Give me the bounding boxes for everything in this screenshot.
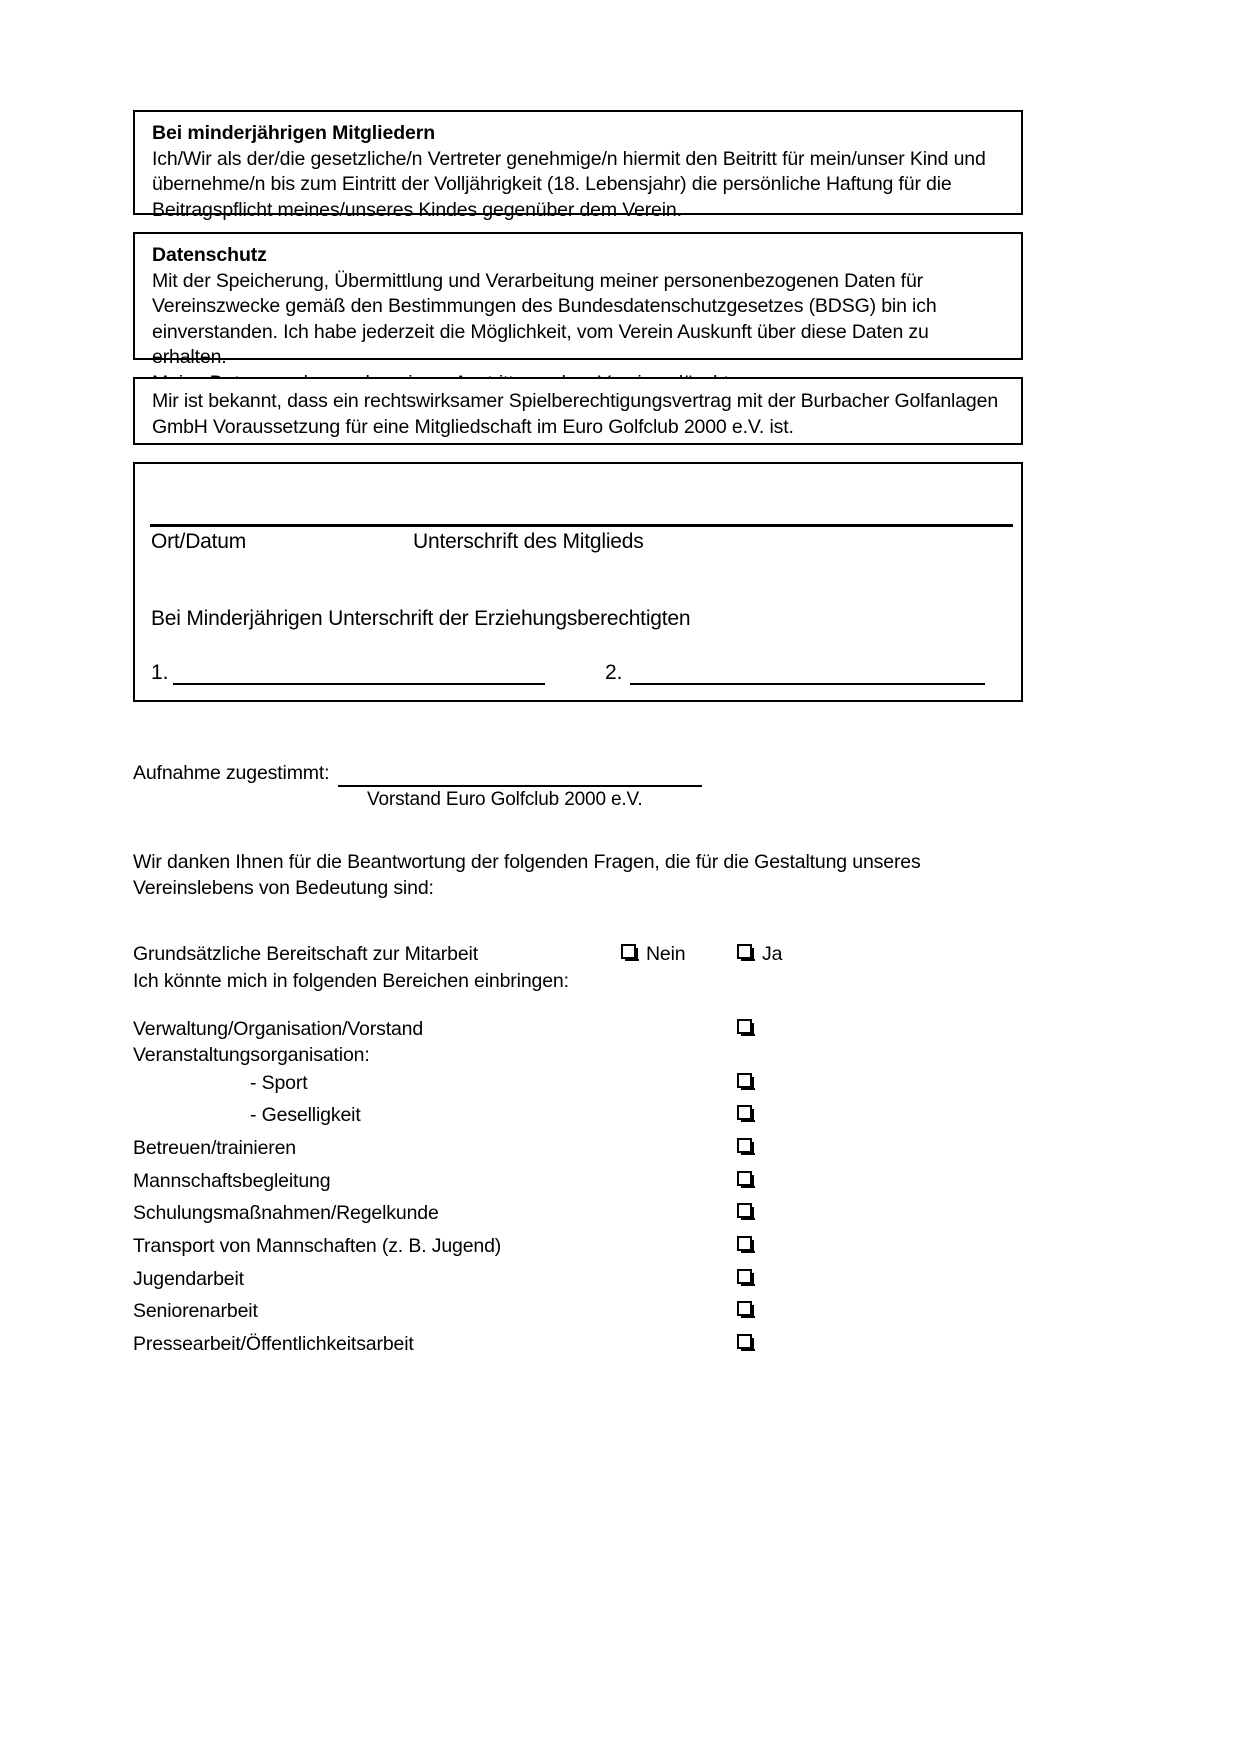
clause-box-minors [133,110,1023,221]
clause-line: Beitragspflicht meines/unseres Kindes gegenüber dem Verein. [152,198,682,221]
guardian-signature-line-2[interactable] [630,683,985,685]
clause-text-playing-rights [152,389,1007,440]
checkbox-label-yes: Ja [762,943,783,965]
guardian-line-2-number: 2. [605,661,623,684]
signature-rule-top [150,524,1013,527]
area-label-sport: - Sport [250,1072,308,1094]
clause-line: Mir ist bekannt, dass ein rechtswirksamer Spielberechtigungsvertrag mit der Burbacher Golfanlagen [152,390,999,412]
clause-line: übernehme/n bis zum Eintritt der Volljährigkeit (18. Lebensjahr) die persönliche Haftung für die [152,173,952,196]
clause-line: Mit der Speicherung, Übermittlung und Verarbeitung meiner personenbezogenen Daten für [152,269,923,292]
clause-heading-privacy: Datenschutz [152,244,267,266]
area-label-geselligkeit: - Geselligkeit [250,1104,361,1126]
approval-signature-line[interactable] [338,785,702,787]
guardian-signature-heading: Bei Minderjährigen Unterschrift der Erziehungsberechtigten [151,607,691,630]
clause-heading-minors: Bei minderjährigen Mitgliedern [152,122,436,144]
checkbox-willingness-no[interactable] [621,944,636,959]
area-label-verwaltung: Verwaltung/Organisation/Vorstand [133,1018,424,1040]
area-label-mannschaftsbegleitung: Mannschaftsbegleitung [133,1170,331,1192]
place-date-label: Ort/Datum [151,530,247,553]
clause-box-playing-rights [133,377,1023,445]
area-label-betreuen: Betreuen/trainieren [133,1137,297,1159]
checkbox-area-mannschaftsbegleitung[interactable] [737,1171,752,1186]
checkbox-area-verwaltung[interactable] [737,1019,752,1034]
clause-line: Vereinszwecke gemäß den Bestimmungen des Bundesdatenschutzgesetzes (BDSG) bin ich [152,295,937,318]
checkbox-area-transport[interactable] [737,1236,752,1251]
area-label-jugendarbeit: Jugendarbeit [133,1268,244,1290]
checkbox-area-seniorenarbeit[interactable] [737,1301,752,1316]
area-label-seniorenarbeit: Seniorenarbeit [133,1300,258,1322]
checkbox-area-geselligkeit[interactable] [737,1105,752,1120]
approval-sub-label: Vorstand Euro Golfclub 2000 e.V. [367,789,643,810]
checkbox-area-jugendarbeit[interactable] [737,1269,752,1284]
clause-line: einverstanden. Ich habe jederzeit die Möglichkeit, vom Verein Auskunft über diese Daten zu erhalten. [152,320,929,369]
clause-line: Ich/Wir als der/die gesetzliche/n Vertreter genehmige/n hiermit den Beitritt für mein/unser Kind und [152,147,986,170]
area-label-pressearbeit: Pressearbeit/Öffentlichkeitsarbeit [133,1333,414,1355]
thanks-line: Wir danken Ihnen für die Beantwortung der folgenden Fragen, die für die Gestaltung unseres [133,851,921,873]
clause-box-privacy [133,232,1023,369]
checkbox-area-pressearbeit[interactable] [737,1334,752,1349]
signature-box [133,462,1023,702]
thanks-line: Vereinslebens von Bedeutung sind: [133,877,434,899]
checkbox-label-no: Nein [646,943,686,965]
area-label-schulungsmassnahmen: Schulungsmaßnahmen/Regelkunde [133,1202,439,1224]
thanks-paragraph [133,849,923,901]
areas-intro: Ich könnte mich in folgenden Bereichen einbringen: [133,970,569,992]
checkbox-area-schulungsmassnahmen[interactable] [737,1203,752,1218]
guardian-line-1-number: 1. [151,661,169,684]
checkbox-willingness-yes[interactable] [737,944,752,959]
clause-line: GmbH Voraussetzung für eine Mitgliedschaft im Euro Golfclub 2000 e.V. ist. [152,415,794,438]
checkbox-area-sport[interactable] [737,1073,752,1088]
approval-label: Aufnahme zugestimmt: [133,762,330,784]
checkbox-area-betreuen[interactable] [737,1138,752,1153]
clause-text-minors [152,147,1007,224]
area-label-veranstaltungsorganisation: Veranstaltungsorganisation: [133,1044,370,1066]
willingness-question: Grundsätzliche Bereitschaft zur Mitarbeit [133,943,478,965]
area-label-transport: Transport von Mannschaften (z. B. Jugend) [133,1235,502,1257]
guardian-signature-line-1[interactable] [173,683,545,685]
member-signature-label: Unterschrift des Mitglieds [413,530,644,553]
